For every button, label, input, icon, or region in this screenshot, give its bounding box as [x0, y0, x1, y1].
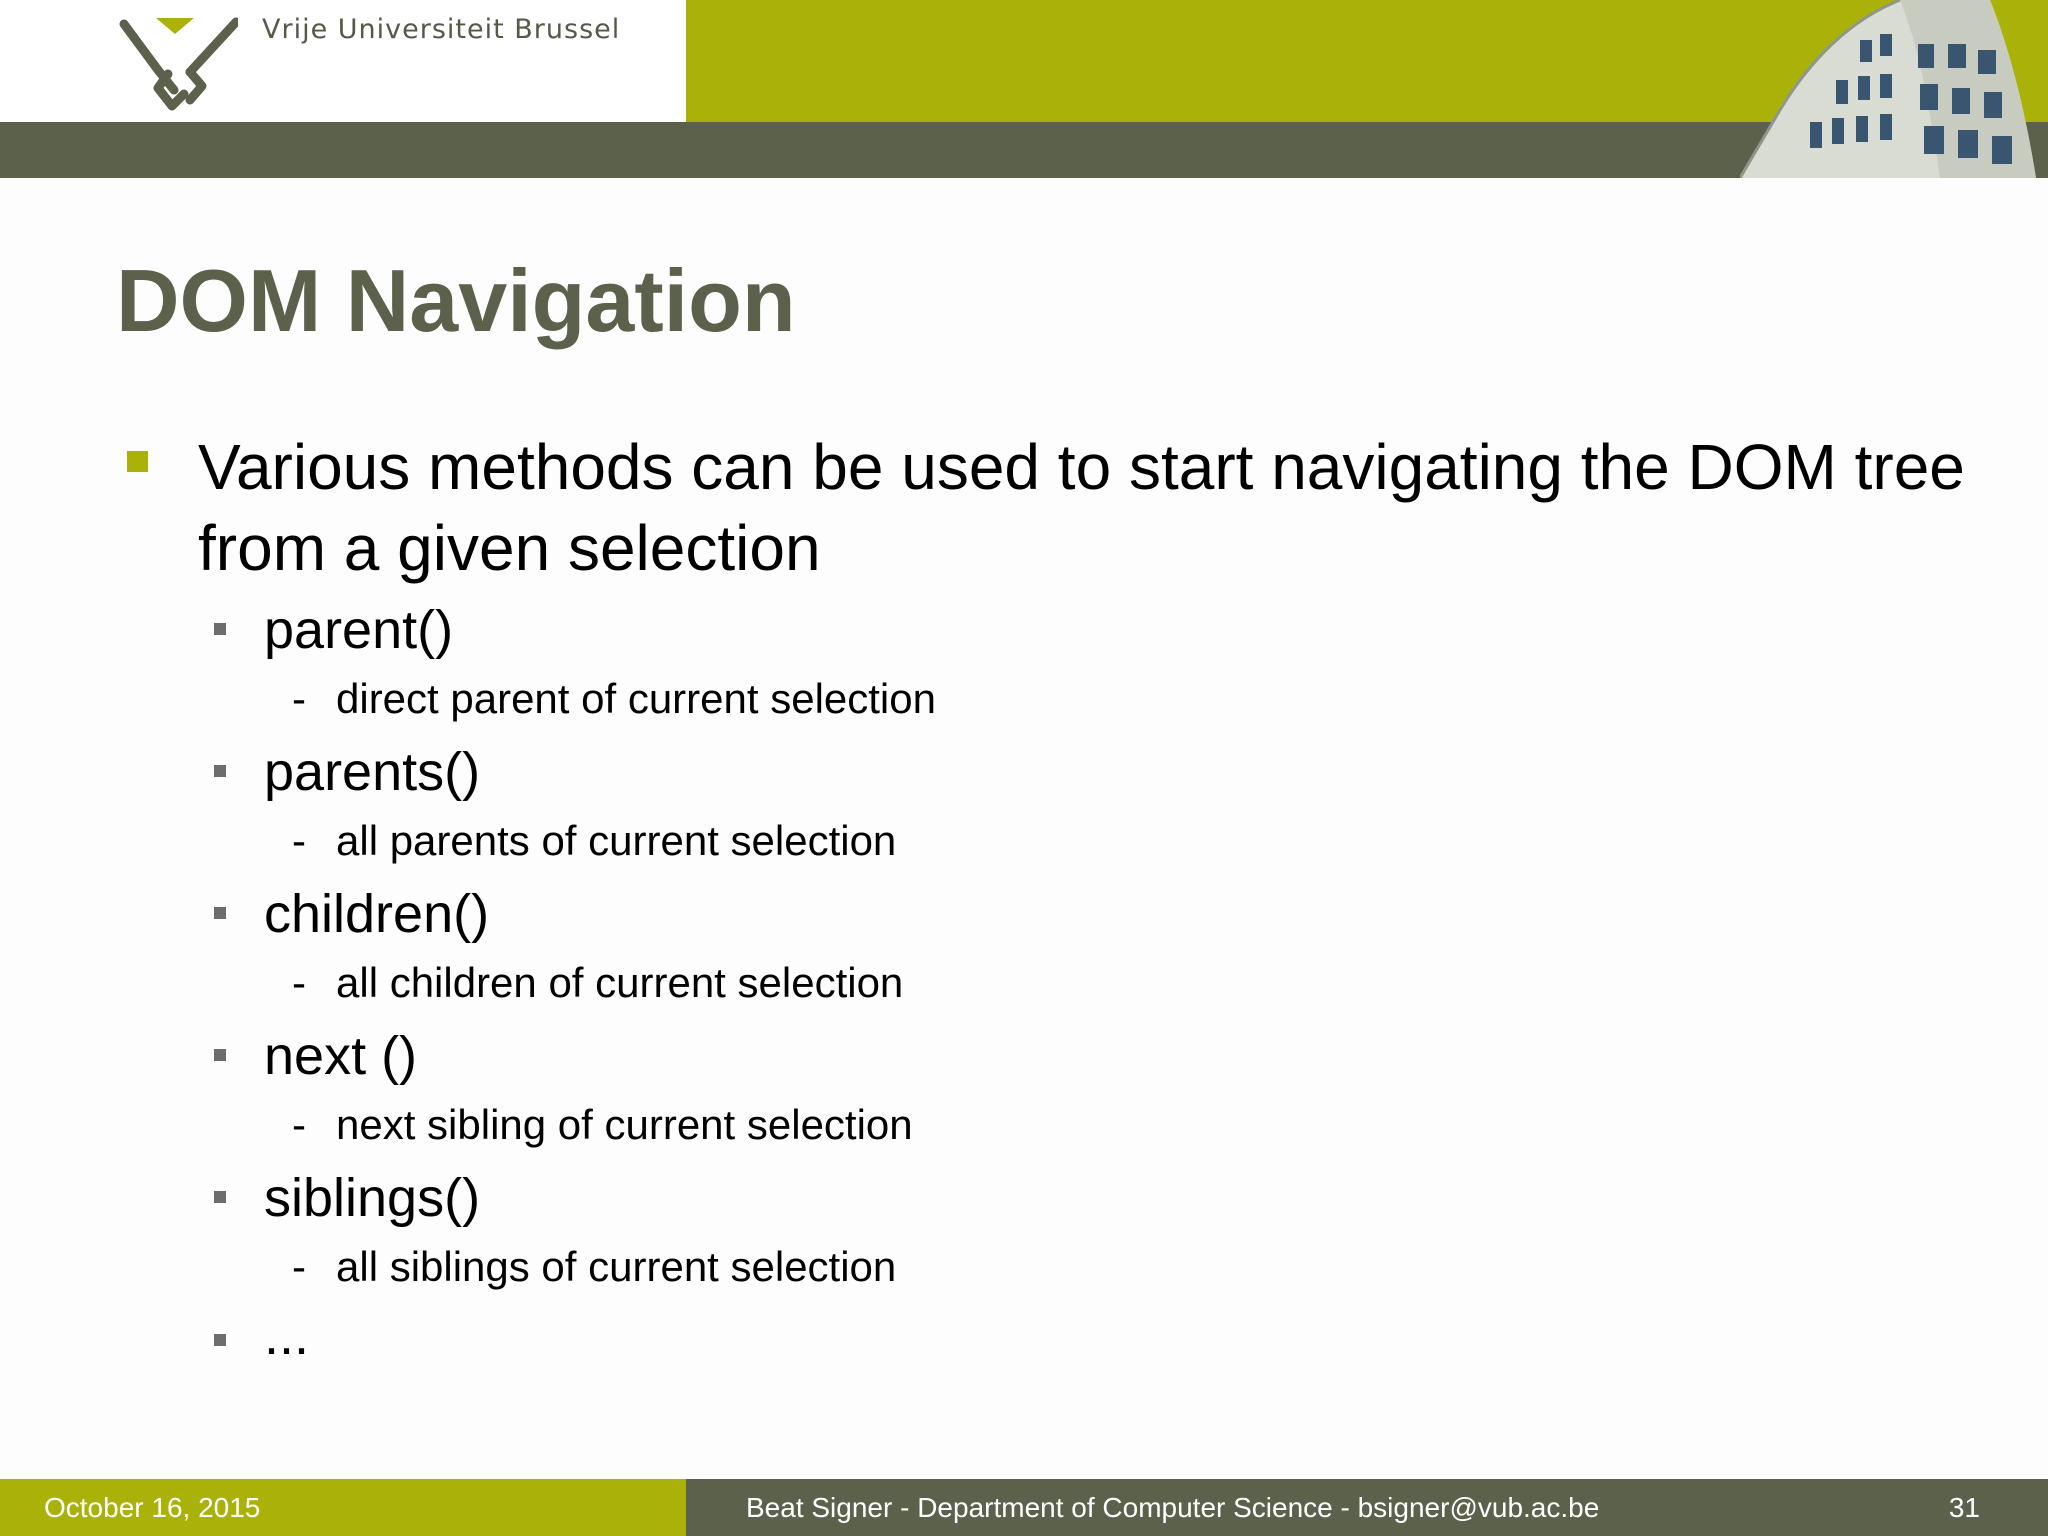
footer-date: October 16, 2015: [44, 1492, 261, 1523]
university-name: Vrije Universiteit Brussel: [262, 14, 621, 45]
main-point-text: Various methods can be used to start navigating the DOM tree from a given selection: [198, 431, 1965, 584]
dash-bullet: -: [292, 817, 306, 864]
sub-bullet-icon: [214, 1049, 226, 1061]
vub-logo-icon: [118, 14, 238, 114]
footer-author-line: Beat Signer - Department of Computer Science - bsigner@vub.ac.be: [746, 1492, 1600, 1523]
page-title: DOM Navigation: [116, 251, 796, 350]
sub-bullet-icon: [214, 1334, 226, 1346]
method-name: next (): [264, 1026, 418, 1086]
dash-bullet: -: [292, 959, 306, 1006]
sub-bullet-icon: [214, 1191, 226, 1203]
method-description: all parents of current selection: [336, 817, 897, 864]
sub-bullet-icon: [214, 765, 226, 777]
dash-bullet: -: [292, 1101, 306, 1148]
dash-bullet: -: [292, 675, 306, 722]
method-description: next sibling of current selection: [336, 1101, 913, 1148]
method-description: all children of current selection: [336, 959, 904, 1006]
method-name: parent(): [264, 600, 454, 660]
dash-bullet: -: [292, 1243, 306, 1290]
method-name: parents(): [264, 742, 481, 802]
method-name: siblings(): [264, 1168, 481, 1228]
method-name-ellipsis: ...: [264, 1306, 310, 1366]
bullet-square-icon: [127, 451, 148, 472]
method-name: children(): [264, 884, 490, 944]
method-description: all siblings of current selection: [336, 1243, 897, 1290]
building-photo: [1740, 0, 2048, 178]
method-description: direct parent of current selection: [336, 675, 936, 722]
sub-bullet-icon: [214, 623, 226, 635]
sub-bullet-icon: [214, 907, 226, 919]
page-number: 31: [1948, 1492, 1980, 1523]
